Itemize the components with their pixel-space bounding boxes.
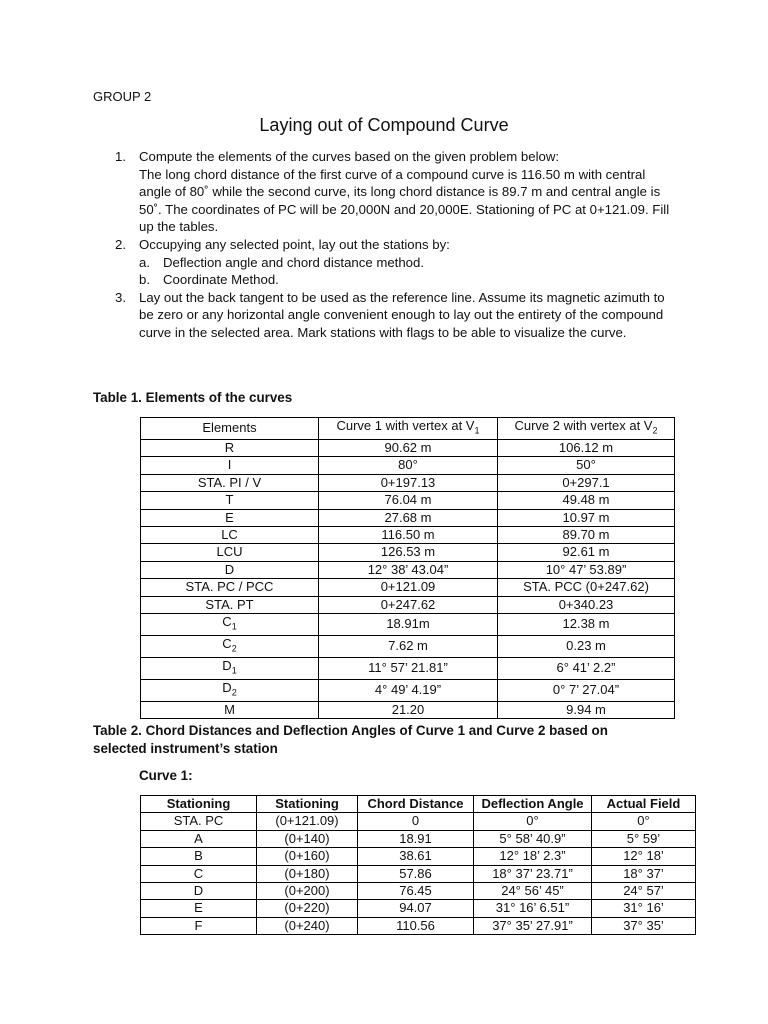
curve2-value: 9.94 m: [498, 702, 675, 719]
curve2-value: 92.61 m: [498, 544, 675, 561]
sub-list-item: [139, 271, 680, 289]
curve2-value: STA. PCC (0+247.62): [498, 579, 675, 596]
header-chord-distance: Chord Distance: [358, 796, 474, 813]
table-row: [141, 614, 675, 636]
element-label-text: LCU: [216, 544, 243, 560]
curve1-value: 126.53 m: [319, 544, 498, 561]
actual-field: 18° 37’: [592, 865, 696, 882]
table-row: [141, 596, 675, 613]
element-label: [141, 596, 319, 613]
group-label: GROUP 2: [93, 89, 152, 104]
elements-table: [140, 417, 675, 719]
curve2-value: 10.97 m: [498, 509, 675, 526]
instruction-list: [115, 148, 680, 342]
actual-field: 12° 18’: [592, 848, 696, 865]
curve1-value: 18.91m: [319, 614, 498, 636]
element-label: [141, 680, 319, 702]
chord-distance: 57.86: [358, 865, 474, 882]
station-value: (0+220): [257, 900, 358, 917]
element-label: [141, 702, 319, 719]
table-header-row: [141, 418, 675, 440]
curve1-value: 0+247.62: [319, 596, 498, 613]
curve2-value: 0° 7’ 27.04”: [498, 680, 675, 702]
chord-deflection-table: [140, 795, 696, 935]
curve2-value: 6° 41’ 2.2”: [498, 658, 675, 680]
table1-caption: Table 1. Elements of the curves: [93, 390, 293, 405]
list-item: [115, 236, 680, 289]
list-number: 1.: [115, 149, 126, 164]
curve1-value: 7.62 m: [319, 636, 498, 658]
deflection-angle: 24° 56’ 45”: [474, 883, 592, 900]
curve2-value: 12.38 m: [498, 614, 675, 636]
table-header-row: [141, 796, 696, 813]
table-row: [141, 900, 696, 917]
list-letter: a.: [139, 254, 150, 270]
table-row: [141, 702, 675, 719]
sub-list: [139, 254, 680, 289]
element-label: [141, 440, 319, 457]
sub-list-item: [139, 254, 680, 272]
header-curve2: [498, 418, 675, 440]
element-label-text: D: [224, 561, 235, 577]
element-label: [141, 579, 319, 596]
table-row: [141, 680, 675, 702]
element-label-text: STA. PT: [205, 596, 254, 612]
curve1-value: 76.04 m: [319, 492, 498, 509]
deflection-angle: 37° 35’ 27.91”: [474, 917, 592, 934]
element-label-text: C: [222, 614, 232, 630]
station-label: B: [141, 848, 257, 865]
table-row: [141, 561, 675, 578]
element-label-text: E: [225, 509, 234, 525]
elements-table-body: [141, 440, 675, 719]
table-row: [141, 527, 675, 544]
element-label: [141, 474, 319, 491]
list-text: Coordinate Method.: [163, 272, 279, 288]
table-row: [141, 658, 675, 680]
header-stationing-value: Stationing: [257, 796, 358, 813]
element-label: [141, 457, 319, 474]
station-label: C: [141, 865, 257, 882]
table-row: [141, 848, 696, 865]
element-label-text: C: [222, 636, 232, 652]
table-row: [141, 865, 696, 882]
curve2-value: 10° 47’ 53.89”: [498, 561, 675, 578]
element-label: [141, 527, 319, 544]
table-row: [141, 917, 696, 934]
element-label-text: M: [224, 702, 235, 718]
list-number: 2.: [115, 236, 126, 252]
element-label: [141, 658, 319, 680]
chord-distance: 76.45: [358, 883, 474, 900]
problem-statement: The long chord distance of the first curve of a compound curve is 116.50 m with central angle of 80˚ while the second curve, its long chord distance is 89.7 m and central angle is 50˚. The coordinates of PC will be 20,000N and 20,000E. Stationing of PC at 0+121.09. Fill up the tables.: [139, 166, 670, 235]
element-label: [141, 561, 319, 578]
element-label-text: D: [222, 658, 232, 674]
actual-field: 5° 59’: [592, 830, 696, 847]
table-row: [141, 579, 675, 596]
table-row: [141, 544, 675, 561]
deflection-angle: 31° 16’ 6.51”: [474, 900, 592, 917]
table-row: [141, 636, 675, 658]
header-elements: Elements: [141, 418, 319, 440]
list-text: Lay out the back tangent to be used as the reference line. Assume its magnetic azimuth to be zero or any horizontal angle convenient enough to lay out the entirety of the compound curve in the selected area. Mark stations with flags to be able to visualize the curve.: [139, 289, 665, 340]
actual-field: 0°: [592, 813, 696, 830]
deflection-angle: 18° 37’ 23.71”: [474, 865, 592, 882]
station-label: D: [141, 883, 257, 900]
curve1-label: Curve 1:: [139, 768, 193, 783]
table2-caption: Table 2. Chord Distances and Deflection Angles of Curve 1 and Curve 2 based on selected instrument’s station: [93, 723, 608, 756]
curve1-value: 0+121.09: [319, 579, 498, 596]
table-row: [141, 474, 675, 491]
header-curve1-sub: 1: [474, 425, 480, 436]
table-row: [141, 509, 675, 526]
station-label: F: [141, 917, 257, 934]
chord-deflection-table-body: [141, 813, 696, 935]
header-curve1-text: Curve 1 with vertex at V: [336, 418, 475, 433]
curve2-value: 0.23 m: [498, 636, 675, 658]
deflection-angle: 5° 58’ 40.9”: [474, 830, 592, 847]
header-stationing: Stationing: [141, 796, 257, 813]
element-label-sub: 1: [231, 665, 237, 676]
curve2-value: 49.48 m: [498, 492, 675, 509]
curve1-value: 0+197.13: [319, 474, 498, 491]
deflection-angle: 12° 18’ 2.3”: [474, 848, 592, 865]
element-label-text: I: [227, 457, 232, 473]
element-label: [141, 509, 319, 526]
element-label-text: T: [225, 492, 234, 508]
chord-distance: 18.91: [358, 830, 474, 847]
chord-distance: 0: [358, 813, 474, 830]
header-deflection-angle: Deflection Angle: [474, 796, 592, 813]
actual-field: 31° 16’: [592, 900, 696, 917]
header-curve1: [319, 418, 498, 440]
element-label-text: D: [222, 680, 232, 696]
curve1-value: 12° 38’ 43.04”: [319, 561, 498, 578]
station-value: (0+121.09): [257, 813, 358, 830]
element-label: [141, 492, 319, 509]
element-label-sub: 2: [231, 643, 237, 654]
list-letter: b.: [139, 272, 150, 288]
header-curve2-text: Curve 2 with vertex at V: [514, 418, 653, 433]
chord-distance: 94.07: [358, 900, 474, 917]
chord-distance: 110.56: [358, 917, 474, 934]
chord-distance: 38.61: [358, 848, 474, 865]
header-actual-field: Actual Field: [592, 796, 696, 813]
curve2-value: 89.70 m: [498, 527, 675, 544]
table-row: [141, 883, 696, 900]
curve1-value: 11° 57’ 21.81”: [319, 658, 498, 680]
table-row: [141, 813, 696, 830]
station-label: STA. PC: [141, 813, 257, 830]
station-value: (0+200): [257, 883, 358, 900]
station-value: (0+140): [257, 830, 358, 847]
element-label-sub: 1: [231, 621, 237, 632]
element-label-sub: 2: [231, 687, 237, 698]
list-item: [115, 148, 680, 236]
curve2-value: 106.12 m: [498, 440, 675, 457]
curve1-value: 21.20: [319, 702, 498, 719]
curve1-value: 80°: [319, 457, 498, 474]
curve1-value: 90.62 m: [319, 440, 498, 457]
deflection-angle: 0°: [474, 813, 592, 830]
station-value: (0+160): [257, 848, 358, 865]
element-label-text: R: [224, 440, 235, 455]
station-label: E: [141, 900, 257, 917]
station-label: A: [141, 830, 257, 847]
list-text: Deflection angle and chord distance method.: [163, 254, 424, 270]
element-label-text: STA. PI / V: [197, 474, 262, 490]
list-text: Occupying any selected point, lay out the stations by:: [139, 236, 450, 252]
list-text: Compute the elements of the curves based on the given problem below:: [139, 149, 560, 164]
table-row: [141, 457, 675, 474]
curve1-value: 4° 49’ 4.19”: [319, 680, 498, 702]
actual-field: 24° 57’: [592, 883, 696, 900]
list-number: 3.: [115, 289, 126, 305]
table-row: [141, 492, 675, 509]
element-label: [141, 544, 319, 561]
element-label: [141, 636, 319, 658]
curve2-value: 0+297.1: [498, 474, 675, 491]
table-row: [141, 440, 675, 457]
actual-field: 37° 35’: [592, 917, 696, 934]
station-value: (0+240): [257, 917, 358, 934]
table-row: [141, 830, 696, 847]
element-label-text: LC: [221, 527, 238, 543]
curve1-value: 116.50 m: [319, 527, 498, 544]
element-label: [141, 614, 319, 636]
curve1-value: 27.68 m: [319, 509, 498, 526]
element-label-text: STA. PC / PCC: [185, 579, 274, 595]
curve2-value: 50°: [498, 457, 675, 474]
station-value: (0+180): [257, 865, 358, 882]
page-title: Laying out of Compound Curve: [259, 115, 509, 135]
curve2-value: 0+340.23: [498, 596, 675, 613]
header-curve2-sub: 2: [652, 425, 658, 436]
list-item: [115, 289, 680, 342]
